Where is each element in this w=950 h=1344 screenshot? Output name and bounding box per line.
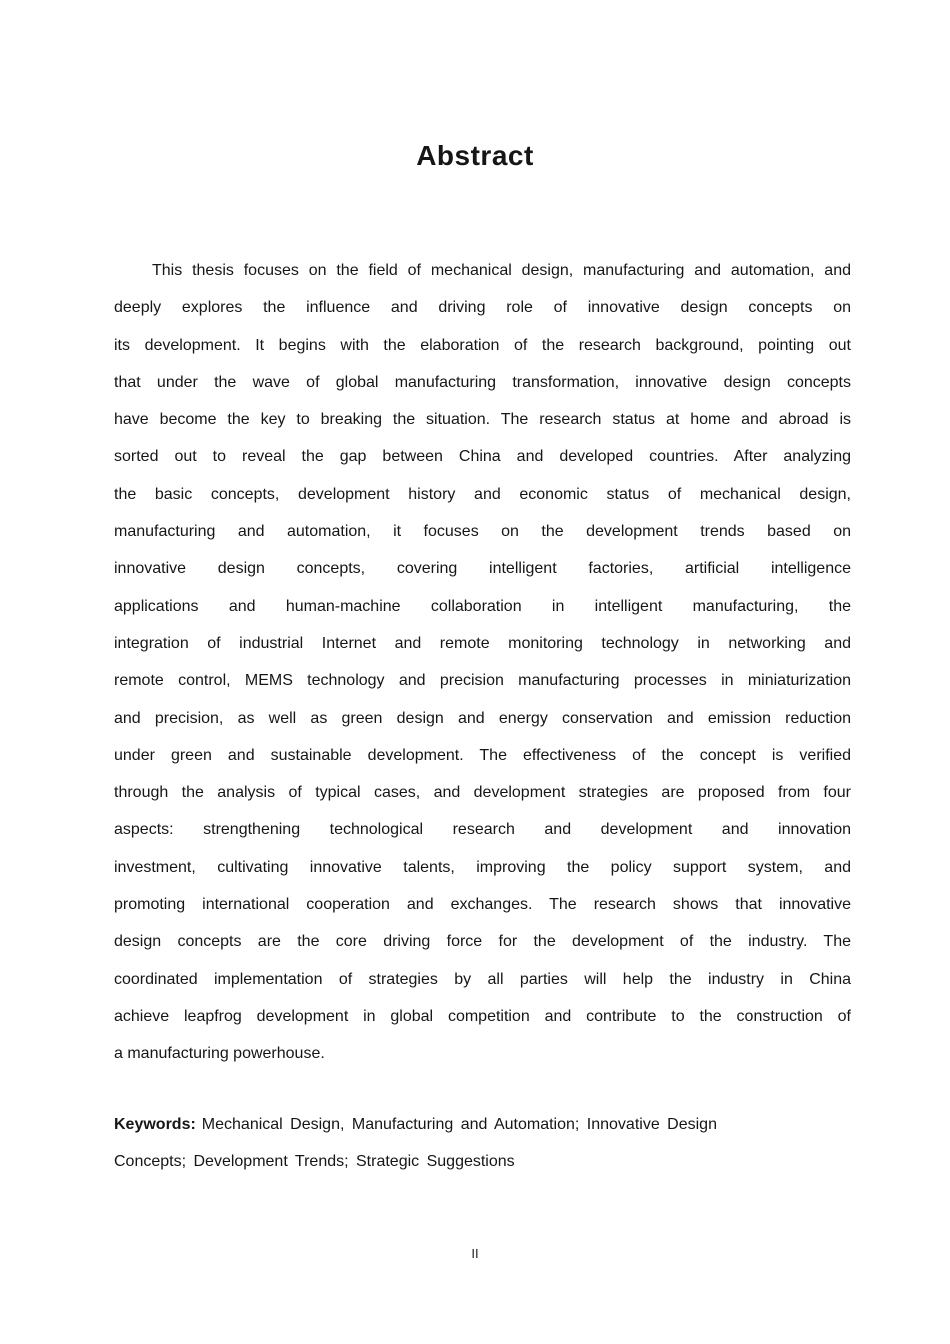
keywords-text: Mechanical Design, Manufacturing and Automation; Innovative Design bbox=[201, 1116, 717, 1133]
abstract-line: design concepts are the core driving force for the development of the industry. The bbox=[114, 933, 851, 951]
abstract-line: innovative design concepts, covering intelligent factories, artificial intelligence bbox=[114, 560, 851, 578]
abstract-line: the basic concepts, development history and economic status of mechanical design, bbox=[114, 485, 851, 503]
keywords-line bbox=[114, 1106, 851, 1143]
abstract-line: achieve leapfrog development in global competition and contribute to the construction of bbox=[114, 1007, 851, 1025]
abstract-line: coordinated implementation of strategies by all parties will help the industry in China bbox=[114, 970, 851, 988]
keywords-label: Keywords: bbox=[114, 1116, 196, 1133]
abstract-line: applications and human-machine collaboration in intelligent manufacturing, the bbox=[114, 597, 851, 615]
abstract-line: manufacturing and automation, it focuses on the development trends based on bbox=[114, 523, 851, 541]
abstract-line: its development. It begins with the elaboration of the research background, pointing out bbox=[114, 336, 851, 354]
keywords-line: Concepts; Development Trends; Strategic Suggestions bbox=[114, 1153, 515, 1171]
abstract-line: have become the key to breaking the situation. The research status at home and abroad is bbox=[114, 411, 851, 429]
abstract-line: through the analysis of typical cases, and development strategies are proposed from four bbox=[114, 784, 851, 802]
page-title: Abstract bbox=[416, 140, 534, 171]
abstract-line: aspects: strengthening technological research and development and innovation bbox=[114, 821, 851, 839]
page-number: II bbox=[471, 1246, 479, 1261]
abstract-line: that under the wave of global manufacturing transformation, innovative design concepts bbox=[114, 373, 851, 391]
abstract-line: remote control, MEMS technology and precision manufacturing processes in miniaturization bbox=[114, 672, 851, 690]
abstract-line: a manufacturing powerhouse. bbox=[114, 1045, 325, 1063]
abstract-line: and precision, as well as green design and energy conservation and emission reduction bbox=[114, 709, 851, 727]
abstract-body bbox=[114, 252, 851, 1073]
abstract-line: promoting international cooperation and exchanges. The research shows that innovative bbox=[114, 896, 851, 914]
abstract-line: This thesis focuses on the field of mechanical design, manufacturing and automation, and bbox=[152, 262, 851, 279]
keywords-block bbox=[114, 1106, 851, 1181]
abstract-line: investment, cultivating innovative talents, improving the policy support system, and bbox=[114, 858, 851, 876]
abstract-line: under green and sustainable development. The effectiveness of the concept is verified bbox=[114, 746, 851, 764]
abstract-line: sorted out to reveal the gap between China and developed countries. After analyzing bbox=[114, 448, 851, 466]
abstract-line: integration of industrial Internet and remote monitoring technology in networking and bbox=[114, 634, 851, 652]
abstract-line: deeply explores the influence and driving role of innovative design concepts on bbox=[114, 299, 851, 317]
